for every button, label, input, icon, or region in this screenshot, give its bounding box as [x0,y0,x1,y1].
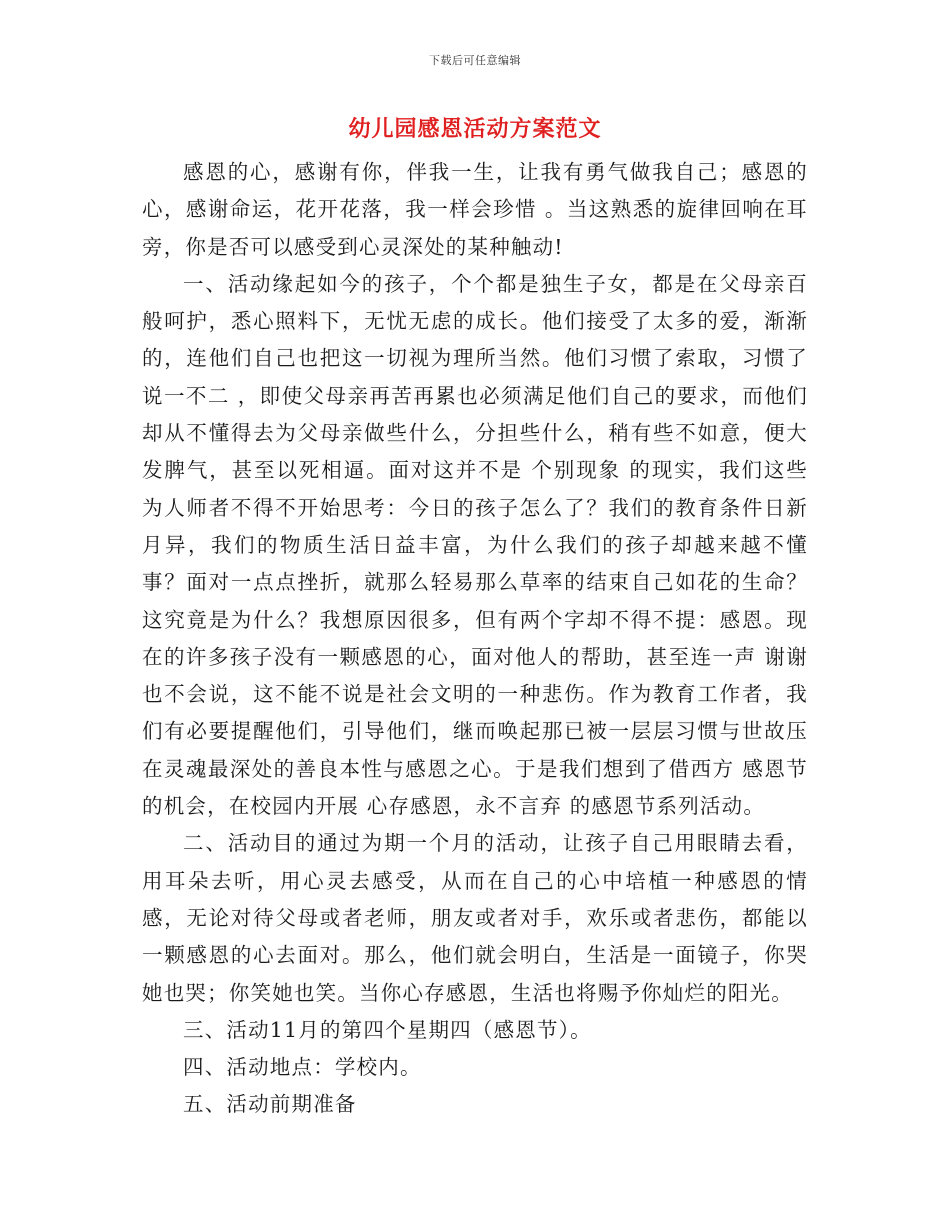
paragraph-location: 四、活动地点：学校内。 [183,1055,422,1080]
paragraph-time: 三、活动11月的第四个星期四（感恩节）。 [183,1017,592,1042]
document-body [142,154,808,1124]
paragraph-origin: 一、活动缘起如今的孩子，个个都是独生子女，都是在父母亲百般呵护，悉心照料下，无忧无虑的成长。他们接受了太多的爱，渐渐的，连他们自己也把这一切视为理所当然。他们习惯了索取，习惯了说一不二 ，即使父母亲再苦再累也必须满足他们自己的要求，而他们却从不懂得去为父母亲做些什么，分担些什么，稍有些不如意，便大发脾气，甚至以死相逼。面对这并不是 个别现象 的现实，我们这些为人师者不得不开始思考：今日的孩子怎么了？我们的教育条件日新月异，我们的物质生活日益丰富，为什么我们的孩子却越来越不懂事？面对一点点挫折，就那么轻易那么草率的结束自己如花的生命？这究竟是为什么？我想原因很多，但有两个字却不得不提：感恩。现在的许多孩子没有一颗感恩的心，面对他人的帮助，甚至连一声 谢谢 也不会说，这不能不说是社会文明的一种悲伤。作为教育工作者，我们有必要提醒他们，引导他们，继而唤起那已被一层层习惯与世故压在灵魂最深处的善良本性与感恩之心。于是我们想到了借西方 感恩节 的机会，在校园内开展 心存感恩，永不言弃 的感恩节系列活动。 [142,271,808,819]
paragraph-intro: 感恩的心，感谢有你，伴我一生，让我有勇气做我自己；感恩的心，感谢命运，花开花落，我一样会珍惜 。当这熟悉的旋律回响在耳旁，你是否可以感受到心灵深处的某种触动! [142,160,808,259]
header-note: 下载后可任意编辑 [429,54,521,67]
document-title: 幼儿园感恩活动方案范文 [348,116,602,142]
paragraph-purpose: 二、活动目的通过为期一个月的活动，让孩子自己用眼睛去看，用耳朵去听，用心灵去感受，从而在自己的心中培植一种感恩的情感，无论对待父母或者老师，朋友或者对手，欢乐或者悲伤，都能以一颗感恩的心去面对。那么，他们就会明白，生活是一面镜子，你哭她也哭；你笑她也笑。当你心存感恩，生活也将赐予你灿烂的阳光。 [142,831,808,1005]
paragraph-preparation: 五、活动前期准备 [183,1092,357,1117]
